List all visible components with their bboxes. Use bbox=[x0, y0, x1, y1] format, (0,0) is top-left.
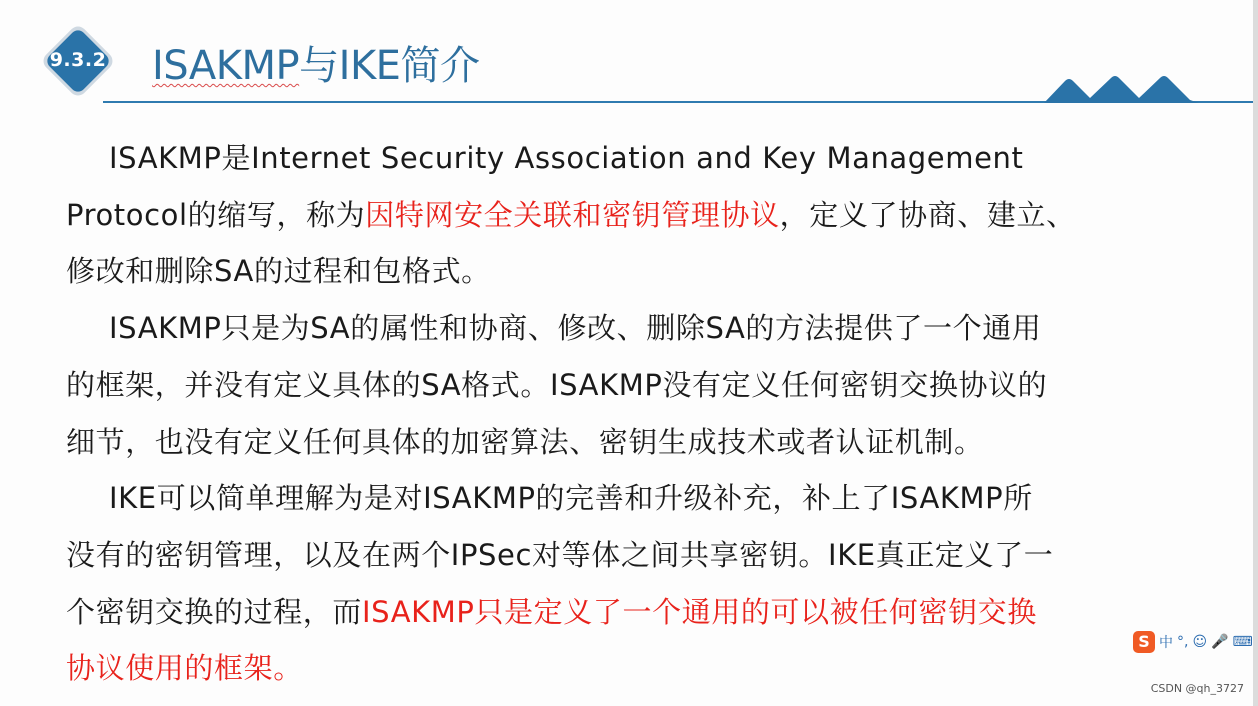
paragraph-2-line-1: ISAKMP只是为SA的属性和协商、修改、删除SA的方法提供了一个通用 bbox=[109, 311, 1042, 346]
paragraph-2-line-2: 的框架，并没有定义具体的SA格式。ISAKMP没有定义任何密钥交换协议的 bbox=[66, 367, 1048, 402]
section-number: 9.3.2 bbox=[49, 49, 107, 71]
paragraph-2 bbox=[66, 300, 1186, 470]
paragraph-3-line-4: 协议使用的框架。 bbox=[66, 651, 303, 686]
ime-emoji-icon[interactable]: ☺ bbox=[1192, 634, 1208, 650]
paragraph-3 bbox=[66, 470, 1189, 697]
ime-punctuation-icon[interactable]: °, bbox=[1177, 634, 1189, 650]
paragraph-1-line-2 bbox=[66, 187, 1186, 244]
paragraph-1-line-1: ISAKMP是Internet Security Association and Key Management bbox=[109, 141, 1024, 175]
paragraph-3-line-3 bbox=[66, 584, 1186, 641]
ime-voice-icon[interactable]: 🎤 bbox=[1211, 634, 1229, 650]
sogou-logo-icon[interactable]: S bbox=[1133, 631, 1155, 653]
highlight-text: ISAKMP只是定义了一个通用的可以被任何密钥交换 bbox=[362, 594, 1037, 629]
paragraph-1 bbox=[66, 130, 1186, 300]
paragraph-3-line-1: IKE可以简单理解为是对ISAKMP的完善和升级补充，补上了ISAKMP所 bbox=[109, 481, 1033, 516]
text-segment: 个密钥交换的过程，而 bbox=[66, 594, 363, 629]
window-edge bbox=[1253, 0, 1258, 706]
text-segment: Protocol的缩写，称为 bbox=[66, 197, 366, 232]
page-title bbox=[152, 40, 479, 92]
ime-toolbar[interactable] bbox=[1133, 629, 1253, 655]
wave-decoration-icon bbox=[1044, 72, 1199, 103]
watermark: CSDN @qh_3727 bbox=[1150, 682, 1244, 695]
highlight-text: 因特网安全关联和密钥管理协议 bbox=[365, 197, 780, 232]
title-rest: 与IKE简介 bbox=[299, 43, 480, 89]
section-badge bbox=[37, 24, 119, 106]
paragraph-2-line-3: 细节，也没有定义任何具体的加密算法、密钥生成技术或者认证机制。 bbox=[66, 424, 984, 459]
slide-body bbox=[66, 130, 1189, 697]
ime-language-toggle[interactable]: 中 bbox=[1159, 635, 1173, 651]
ime-keyboard-icon[interactable]: ⌨ bbox=[1232, 634, 1253, 650]
paragraph-1-line-3: 修改和删除SA的过程和包格式。 bbox=[66, 254, 491, 289]
text-segment: ，定义了协商、建立、 bbox=[779, 197, 1076, 232]
paragraph-3-line-2: 没有的密钥管理，以及在两个IPSec对等体之间共享密钥。IKE真正定义了一 bbox=[66, 537, 1054, 572]
title-isakmp: ISAKMP bbox=[152, 43, 300, 89]
